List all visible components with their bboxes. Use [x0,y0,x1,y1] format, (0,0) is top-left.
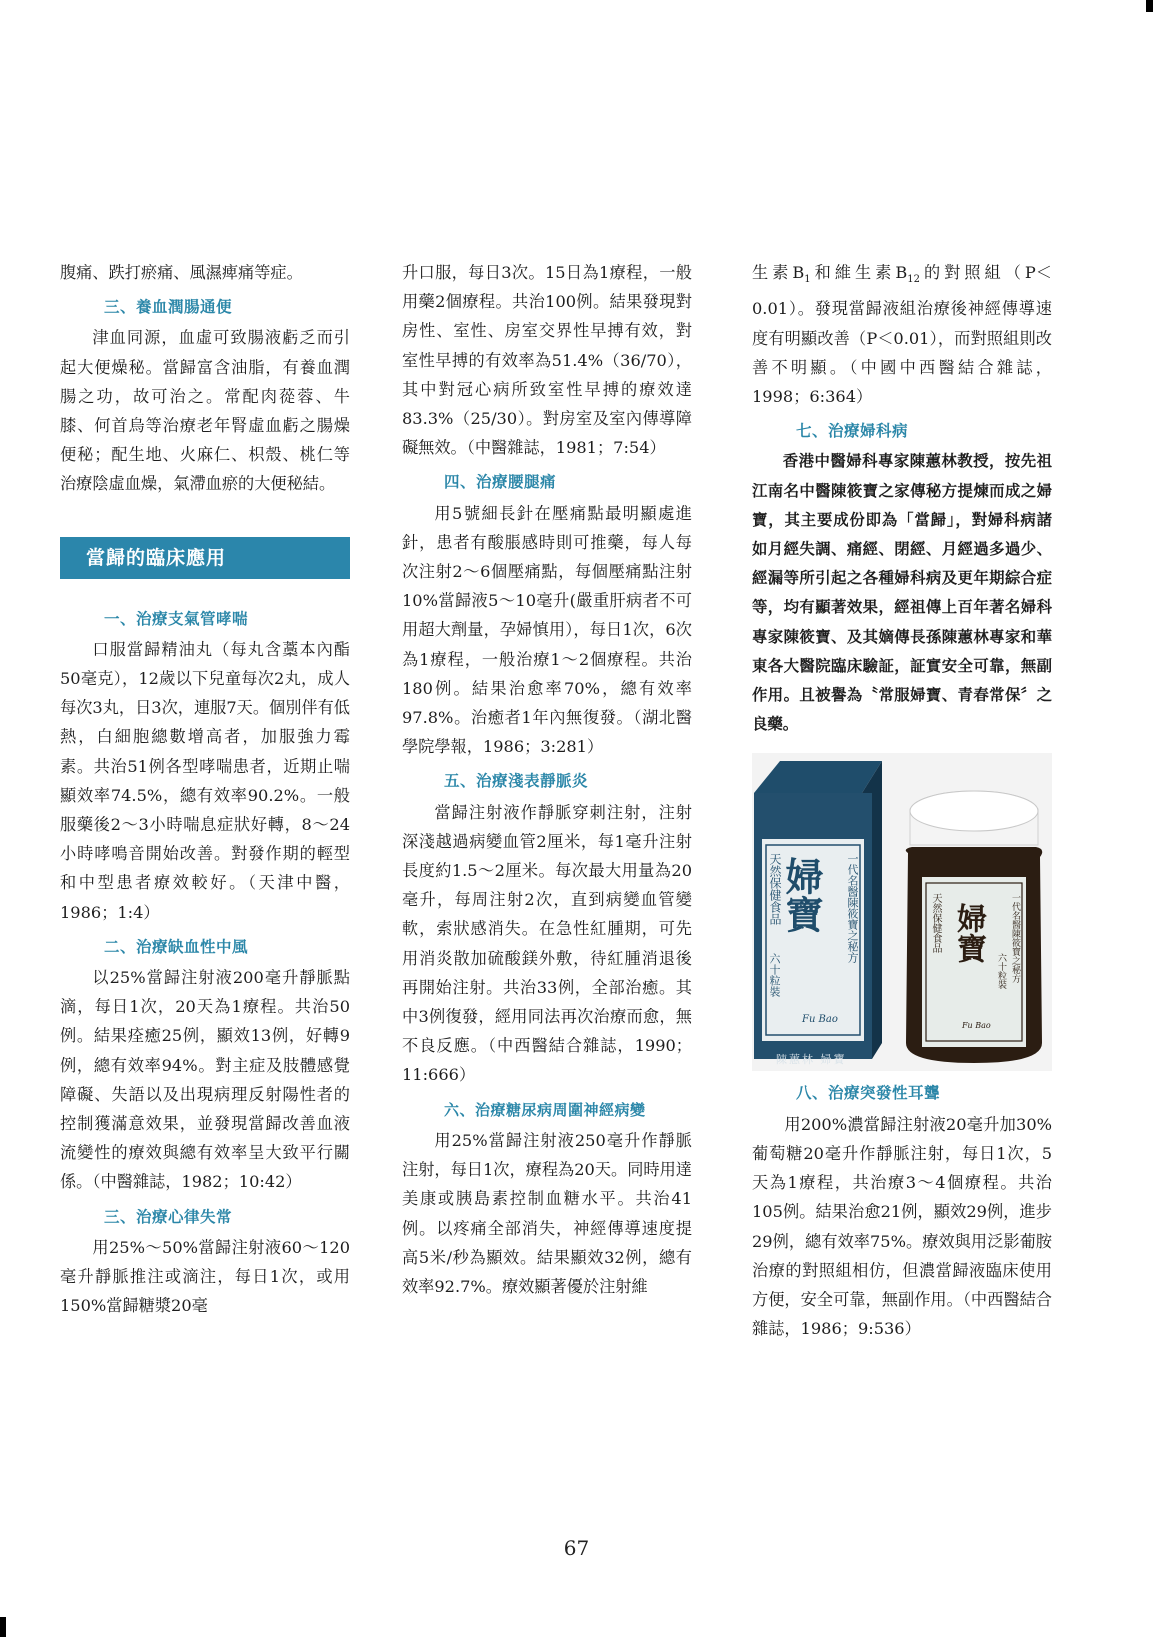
left-side-text: 天然保健食品 [768,853,782,926]
crop-mark [1146,0,1153,12]
paragraph: 用200%濃當歸注射液20毫升加30%葡萄糖20毫升作靜脈注射，每日1次，5天為1療程，共治療3～4個療程。共治105例。結果治愈21例，顯效29例，進步29例，總有效率75%。療效與用泛影葡胺治療的對照組相仿，但濃當歸液臨床使用方便，安全可靠，無副作用。（中西醫結合雜誌，1986；9:536） [752,1114,1052,1339]
brand-label-jar: 婦寶 [951,903,986,964]
paragraph-text: 和維生素B [810,263,908,282]
product-photo [752,753,1052,1071]
brand-roman: Fu Bao [802,1014,838,1026]
subscript: 12 [907,274,920,286]
section-heading: 五、治療淺表靜脈炎 [444,772,589,791]
box-bottom-text: 陳蕙林 婦寶 [776,1053,847,1067]
paragraph: 香港中醫婦科專家陳蕙林教授，按先祖江南名中醫陳筱寶之家傳秘方提煉而成之婦寶，其主要成份即為「當歸」，對婦科病諸如月經失調、痛經、閉經、月經過多過少、經漏等所引起之各種婦科病及更年期綜合症等，均有顯著效果，經祖傳上百年著名婦科專家陳筱寶、及其嫡傳長孫陳蕙林專家和華東各大醫院臨床驗証，証實安全可靠，無副作用。且被譽為〝常服婦寶、青春常保〞之良藥。 [752,452,1052,734]
jar-right-text: 一代名醫陳筱寶之秘方 [1010,893,1020,984]
paragraph: 用25%～50%當歸注射液60～120毫升靜脈推注或滴注，每日1次，或用150%當歸糖漿20毫 [60,1237,350,1316]
column-2 [402,258,692,1301]
section-heading: 八、治療突發性耳聾 [796,1084,941,1103]
page-number: 67 [563,1536,590,1560]
subscript: 1 [804,274,811,286]
paragraph: 用5號細長針在壓痛點最明顯處進針，患者有酸脹感時則可推藥，每人每次注射2～6個壓痛點，每個壓痛點注射10%當歸液5～10毫升(嚴重肝病者不可用超大劑量，孕婦慎用），每日1次，6次為1療程，一般治療1～2個療程。共治180例。結果治愈率70%，總有效率97.8%。治癒者1年內無復發。（湖北醫學院學報，1986；3:281） [402,503,692,757]
right-side-text: 一代名醫陳筱寶之秘方 [846,853,859,964]
column-3 [752,258,1052,1343]
paragraph: 口服當歸精油丸（每丸含藁本內酯50毫克），12歲以下兒童每次2丸，成人每次3丸，日3次，連服7天。個別伴有低熱，白細胞總數增高者，加服強力霉素。共治51例各型哮喘患者，近期止喘顯效率74.5%，總有效率90.2%。一般服藥後2～3小時喘息症狀好轉，8～24小時哮鳴音開始改善。對發作期的輕型和中型患者療效較好。（天津中醫，1986；1:4） [60,639,350,922]
section-heading: 四、治療腰腿痛 [444,473,557,492]
count-text: 六十粒裝 [768,953,781,998]
section-heading: 三、養血潤腸通便 [104,298,233,317]
paragraph: 津血同源，血虛可致腸液虧乏而引起大便燥秘。當歸富含油脂，有養血潤腸之功，故可治之。常配肉蓯蓉、牛膝、何首烏等治療老年腎虛血虧之腸燥便秘；配生地、火麻仁、枳殼、桃仁等治療陰虛血燥，氣滯血瘀的大便秘結。 [60,328,350,494]
paragraph-text: 生素B [752,263,805,282]
section-heading: 二、治療缺血性中風 [104,937,249,956]
section-heading: 六、治療糖尿病周圍神經病變 [444,1100,646,1119]
section-heading: 三、治療心律失常 [104,1207,233,1226]
paragraph: 用25%當歸注射液250毫升作靜脈注射，每日1次，療程為20天。同時用達美康或胰島素控制血糖水平。共治41例。以疼痛全部消失，神經傳導速度提高5米/秒為顯效。結果顯效32例，總有效率92.7%。療效顯著優於注射維 [402,1130,692,1296]
paragraph: 以25%當歸注射液200毫升靜脈點滴，每日1次，20天為1療程。共治50例。結果痊癒25例，顯效13例，好轉9例，總有效率94%。對主症及肢體感覺障礙、失語以及出現病理反射陽性者的控制獲滿意效果，並發現當歸改善血液流變性的療效與總有效率呈大致平行關係。（中醫雜誌，1982；10:42） [60,968,350,1192]
section-banner: 當歸的臨床應用 [60,537,350,579]
paragraph [752,258,1052,411]
crop-mark [0,1617,6,1637]
paragraph-text: 的對照組（P＜0.01）。發現當歸液組治療後神經傳導速度有明顯改善（P＜0.01），而對照組則改善不明顯。（中國中西醫結合雜誌，1998；6:364） [752,263,1052,407]
jar-brand-roman: Fu Bao [962,1021,991,1031]
column-1 [60,258,350,1321]
jar-count-text: 六十粒裝 [996,953,1006,990]
section-heading: 一、治療支氣管哮喘 [104,609,249,628]
jar-left-text: 天然保健食品 [930,893,941,954]
paragraph: 腹痛、跌打瘀痛、風濕痺痛等症。 [60,263,303,282]
paragraph: 升口服，每日3次。15日為1療程，一般用藥2個療程。共治100例。結果發現對房性、室性、房室交界性早搏有效，對室性早搏的有效率為51.4%（36/70），其中對冠心病所致室性早搏的療效達83.3%（25/30）。對房室及室內傳導障礙無效。（中醫雜誌，1981；7:54） [402,263,692,458]
paragraph: 當歸注射液作靜脈穿刺注射，注射深淺越過病變血管2厘米，每1毫升注射長度約1.5～2厘米。每次最大用量為20毫升，每周注射2次，直到病變血管變軟，索狀感消失。在急性紅腫期，可先用消炎散加硫酸鎂外敷，待紅腫消退後再開始注射。共治33例，全部治癒。其中3例復發，經用同法再次治療而愈，無不良反應。（中西醫結合雜誌，1990；11:666） [402,802,692,1085]
brand-label-box: 婦寶 [779,857,824,934]
section-heading: 七、治療婦科病 [796,422,909,441]
